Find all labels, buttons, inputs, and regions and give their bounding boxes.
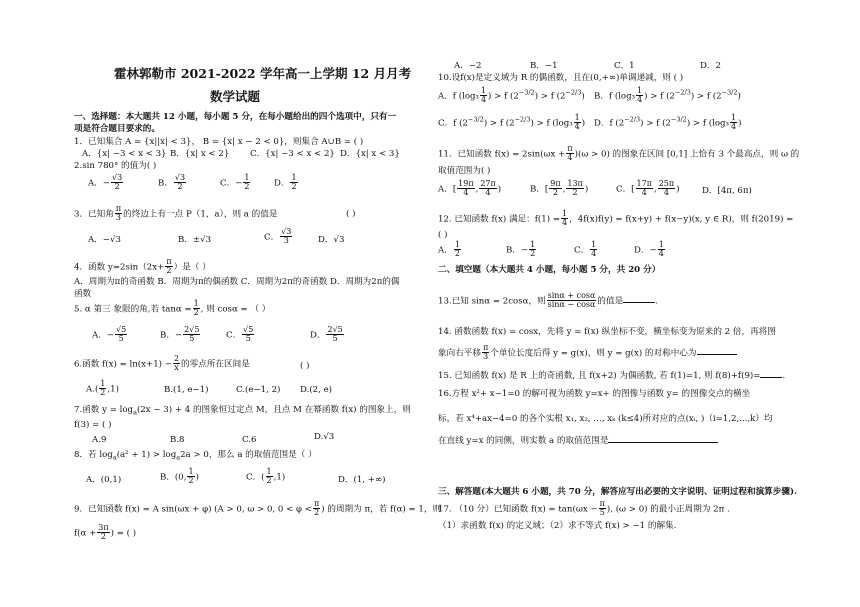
q12-option-c: C． $\frac{1}{4}$ <box>574 240 597 259</box>
q10-stem: 10.设f(x)是定义域为 R 的偶函数，且在(0,+∞)单调递减，则 ( ) <box>438 73 684 83</box>
q8-stem: 8．若 $\log_a(a^2 + 1) > \log_a2a > 0$，那么 a 的取值范围是（ ） <box>74 450 317 462</box>
q7-option-d: D.√3 <box>314 432 335 442</box>
q2-stem: 2.sin 780° 的值为( ) <box>74 161 157 171</box>
q9-option-a: A．−2 <box>454 61 482 71</box>
q5-option-c: C． $\frac{√5}{5}$ <box>226 325 254 344</box>
q6-stem: 6.函数 f(x) = ln(x+1) − $\frac{2}{x}$ 的零点所在区间是 <box>74 354 250 373</box>
section1-heading-line1: 一、选择题：本大题共 12 小题，每小题 5 分，在每小题给出的四个选项中，只有一 <box>74 112 397 122</box>
left-column <box>74 0 442 607</box>
q5-stem: 5. α 第三 象限的角,若 tanα = $\frac{1}{2}$ , 则 cosα = （ ） <box>74 299 271 318</box>
q1-option-a: A．{x| −3 < x < 3} <box>82 149 167 159</box>
q6-option-a: A.( $\frac{1}{2}$ ,1) <box>86 379 119 398</box>
q8-option-b: B．(0, $\frac{1}{2}$ ) <box>160 467 199 486</box>
q11-option-c: C．[ $\frac{17\pi}{4}$ , $\frac{25\pi}{4}$ ) <box>616 179 680 198</box>
q6-paren: ( ) <box>300 361 310 371</box>
exam-subtitle: 数学试题 <box>210 89 261 104</box>
q14-stem-line2: 象向右平移 $\frac{\pi}{3}$ 个单位长度后得 y = g(x)，则 y = g(x) 的对称中心为 <box>438 344 737 362</box>
q4-options-line2: 函数 <box>74 289 92 299</box>
q14-answer-blank[interactable] <box>697 346 737 355</box>
q3-option-b: B．±√3 <box>178 235 212 245</box>
q4-options-line1: A．周期为π的奇函数 B．周期为π的偶函数 C．周期为2π的奇函数 D．周期为2π的偶 <box>74 277 400 287</box>
exam-title: 霍林郭勒市 2021-2022 学年高一上学期 12 月月考 <box>114 66 412 81</box>
q8-option-d: D．(1, +∞) <box>338 475 386 485</box>
q16-stem-line3: 在直线 y=x 的同侧，则实数 a 的取值范围是 <box>438 434 718 447</box>
q5-option-a: A．− $\frac{√5}{5}$ <box>92 325 127 344</box>
q7-option-c: C.6 <box>242 435 257 445</box>
q17-stem-line1: 17. （10 分）已知函数 f(x) = tan(ωx − $\frac{\pi}{5}$ ), (ω > 0) 的最小正周期为 2π . <box>438 499 730 518</box>
q8-option-c: C．( $\frac{1}{2}$ ,1) <box>246 467 286 486</box>
q11-option-b: B．[ $\frac{9\pi}{2}$ , $\frac{13\pi}{2}$ ) <box>530 179 589 198</box>
q12-option-a: A． $\frac{1}{2}$ <box>438 240 460 259</box>
q6-option-d: D.(2, e) <box>300 385 333 395</box>
q2-option-b: B． $\frac{√3}{2}$ <box>158 173 186 192</box>
q8-option-a: A．(0,1) <box>86 475 122 485</box>
q4-stem: 4．函数 y=2sin（2x+ $\frac{\pi}{2}$ ）是（ ） <box>74 257 211 276</box>
q5-option-b: B．− $\frac{2√5}{5}$ <box>160 325 200 344</box>
q1-option-b: B．{x| x < 2} <box>170 149 230 159</box>
q11-option-a: A．[ $\frac{19\pi}{4}$ , $\frac{27\pi}{4}$ ) <box>438 179 502 198</box>
q17-stem-line2: （1）求函数 f(x) 的定义域；（2）求不等式 f(x) > −1 的解集. <box>438 521 677 531</box>
q3-option-c: C． $\frac{√3}{3}$ <box>264 227 292 246</box>
q12-option-d: D．− $\frac{1}{4}$ <box>634 240 664 259</box>
q14-stem-line1: 14. 函数函数 f(x) = cosx，先将 y = f(x) 纵坐标不变，横坐标变为原来的 2 倍，再将图 <box>438 327 776 337</box>
q13-answer-blank[interactable] <box>623 294 655 303</box>
q12-option-b: B．− $\frac{1}{2}$ <box>506 240 536 259</box>
q2-option-a: A．− $\frac{√3}{2}$ <box>88 173 123 192</box>
q1-option-d: D．{x| x < 3} <box>340 149 400 159</box>
q11-option-d: D．[4π, 6π) <box>702 186 752 196</box>
q9-option-d: D．2 <box>700 61 721 71</box>
q11-stem-line1: 11．已知函数 f(x) = 2sin(ωx + $\frac{\pi}{4}$ )(ω > 0) 的图象在区间 [0,1] 上恰有 3 个最高点，则 ω 的 <box>438 144 800 163</box>
q7-option-a: A.9 <box>92 435 107 445</box>
q12-stem-line1: 12. 已知函数 f(x) 满足：f(1) = $\frac{1}{4}$ ，4f(x)f(y) = f(x+y) + f(x−y)(x, y ∈ R)，则 f(2019) = <box>438 209 794 228</box>
q16-answer-blank[interactable] <box>608 434 718 443</box>
q2-option-d: D． $\frac{1}{2}$ <box>274 173 297 192</box>
q9-stem-line2: f(α + $\frac{3\pi}{2}$ ) = ( ) <box>74 523 137 542</box>
q16-stem-line2: 标，若 x⁴+ax−4=0 的各个实根 x₁, x₂, …, xₖ (k≤4)所对应的点(xᵢ, )（i=1,2,...,k）均 <box>438 414 773 424</box>
q9-stem-line1: 9．已知函数 f(x) = A sin(ωx + φ) (A > 0, ω > 0, 0 < φ < $\frac{\pi}{2}$ ) 的周期为 π，若 f(α) = 1，则 <box>74 499 442 518</box>
q6-option-b: B.(1, e−1) <box>164 385 209 395</box>
q13-stem: 13.已知 sinα = 2cosα，则 $\frac{\sin\alpha + \cos\alpha}{\sin\alpha - \cos\alpha}$ 的值是 . <box>438 291 658 310</box>
q5-option-d: D． $\frac{2√5}{5}$ <box>310 325 343 344</box>
section1-heading-line2: 项是符合题目要求的。 <box>74 124 160 134</box>
q3-stem: 3．已知角 $\frac{\pi}{3}$ 的终边上有一点 P（1，a），则 a 的值是 <box>74 204 278 223</box>
q11-stem-line2: 取值范围为( ) <box>438 166 491 176</box>
q15-stem: 15. 已知函数 f(x) 是 R 上的奇函数, 且 f(x+2) 为偶函数, 若 f(1)=1, 则 f(8)+f(9)= . <box>438 371 786 381</box>
q2-option-c: C．− $\frac{1}{2}$ <box>220 173 250 192</box>
q16-stem-line1: 16.方程 x²+ x−1=0 的解可视为函数 y=x+ 的图像与函数 y= 的图像交点的横坐 <box>438 389 751 399</box>
q3-paren: ( ) <box>346 209 356 219</box>
right-column <box>438 0 800 607</box>
q7-option-b: B.8 <box>170 435 185 445</box>
q6-option-c: C.(e−1, 2) <box>236 385 281 395</box>
q9-option-c: C．1 <box>614 61 635 71</box>
section2-heading: 二、填空题（本大题共 4 小题，每小题 5 分，共 20 分） <box>438 265 661 275</box>
q3-option-d: D．√3 <box>318 235 345 245</box>
q1-stem: 1．已知集合 A = {x||x| < 3}， B = {x| x − 2 < 0}，则集合 A∪B = ( ) <box>74 137 364 147</box>
q7-stem-line2: f(3) = ( ) <box>74 420 112 430</box>
q3-option-a: A．−√3 <box>88 235 121 245</box>
q10-option-d: D．f $(2^{-2/3}) > f$ $(2^{-3/2}) > f$ (log₃ $\frac{1}{4}$ ) <box>594 113 742 132</box>
q12-stem-line2: ( ) <box>438 230 448 240</box>
q7-stem-line1: 7.函数 $y = \log_a(2x - 3) + 4$ 的图象恒过定点 M，且点 M 在幂函数 f(x) 的图象上，则 <box>74 405 411 417</box>
q10-option-b: B．f (log₃ $\frac{1}{4}$ ) > f $(2^{-2/3}) > f$ $(2^{-3/2})$ <box>594 86 741 105</box>
q1-option-c: C．{x| −3 < x < 2} <box>250 149 335 159</box>
q9-option-b: B．−1 <box>530 61 558 71</box>
q10-option-a: A．f (log₃ $\frac{1}{4}$ ) > f $(2^{-3/2}) > f$ $(2^{-2/3})$ <box>438 86 585 105</box>
q15-answer-blank[interactable] <box>760 369 782 378</box>
section3-heading: 三、解答题(本大题共 6 小题，共 70 分，解答应写出必要的文字说明、证明过程和演算步骤). <box>438 487 798 497</box>
q10-option-c: C．f $(2^{-3/2}) > f$ $(2^{-2/3}) > f$ (log₃ $\frac{1}{4}$ ) <box>438 113 586 132</box>
